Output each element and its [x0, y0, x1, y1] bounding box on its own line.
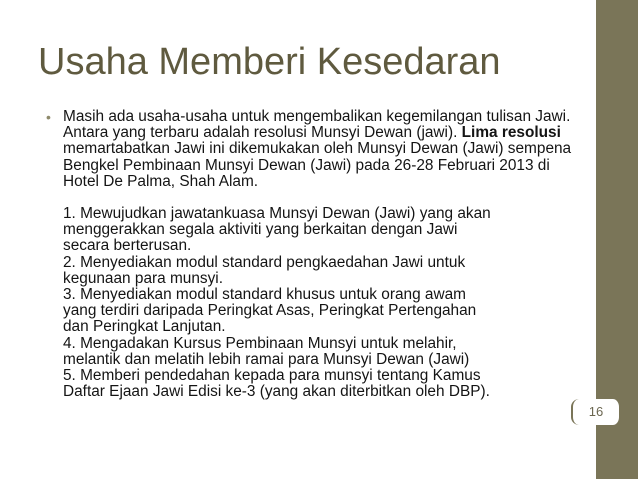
resolution-line: Daftar Ejaan Jawi Edisi ke-3 (yang akan diterbitkan oleh DBP).	[63, 383, 490, 401]
page-number-badge: 16	[571, 399, 621, 425]
resolution-line: yang terdiri daripada Peringkat Asas, Peringkat Pertengahan	[63, 302, 477, 320]
intro-text-part2: memartabatkan Jawi ini dikemukakan oleh Munsyi Dewan (Jawi) sempena Bengkel Pembinaan Munsyi Dewan (Jawi) pada 26-28 Februari 2013 di Hotel De Palma, Shah Alam.	[63, 140, 572, 190]
intro-bold-text: Lima resolusi	[461, 124, 561, 142]
resolution-line: 2. Menyediakan modul standard pengkaedahan Jawi untuk	[63, 253, 466, 271]
intro-text-part1: Masih ada usaha-usaha untuk mengembalikan kegemilangan tulisan Jawi. Antara yang terbaru adalah resolusi Munsyi Dewan (jawi).	[63, 108, 571, 142]
resolution-line: dan Peringkat Lanjutan.	[63, 318, 226, 336]
slide-content	[48, 109, 578, 400]
resolution-line: 5. Memberi pendedahan kepada para munsyi tentang Kamus	[63, 367, 481, 385]
intro-paragraph	[63, 109, 578, 190]
resolution-line: 4. Mengadakan Kursus Pembinaan Munsyi untuk melahir,	[63, 334, 457, 352]
slide-title: Usaha Memberi Kesedaran	[38, 41, 501, 83]
bullet-item	[48, 109, 578, 400]
resolution-line: menggerakkan segala aktiviti yang berkaitan dengan Jawi	[63, 221, 458, 239]
resolution-line: kegunaan para munsyi.	[63, 269, 223, 287]
resolution-line: 1. Mewujudkan jawatankuasa Munsyi Dewan (Jawi) yang akan	[63, 205, 491, 223]
resolution-line: 3. Menyediakan modul standard khusus untuk orang awam	[63, 286, 466, 304]
bullet-marker: •	[46, 109, 51, 125]
paragraph-spacer	[63, 190, 578, 206]
resolution-line: melantik dan melatih lebih ramai para Munsyi Dewan (Jawi)	[63, 350, 470, 368]
resolution-line: secara berterusan.	[63, 237, 192, 255]
